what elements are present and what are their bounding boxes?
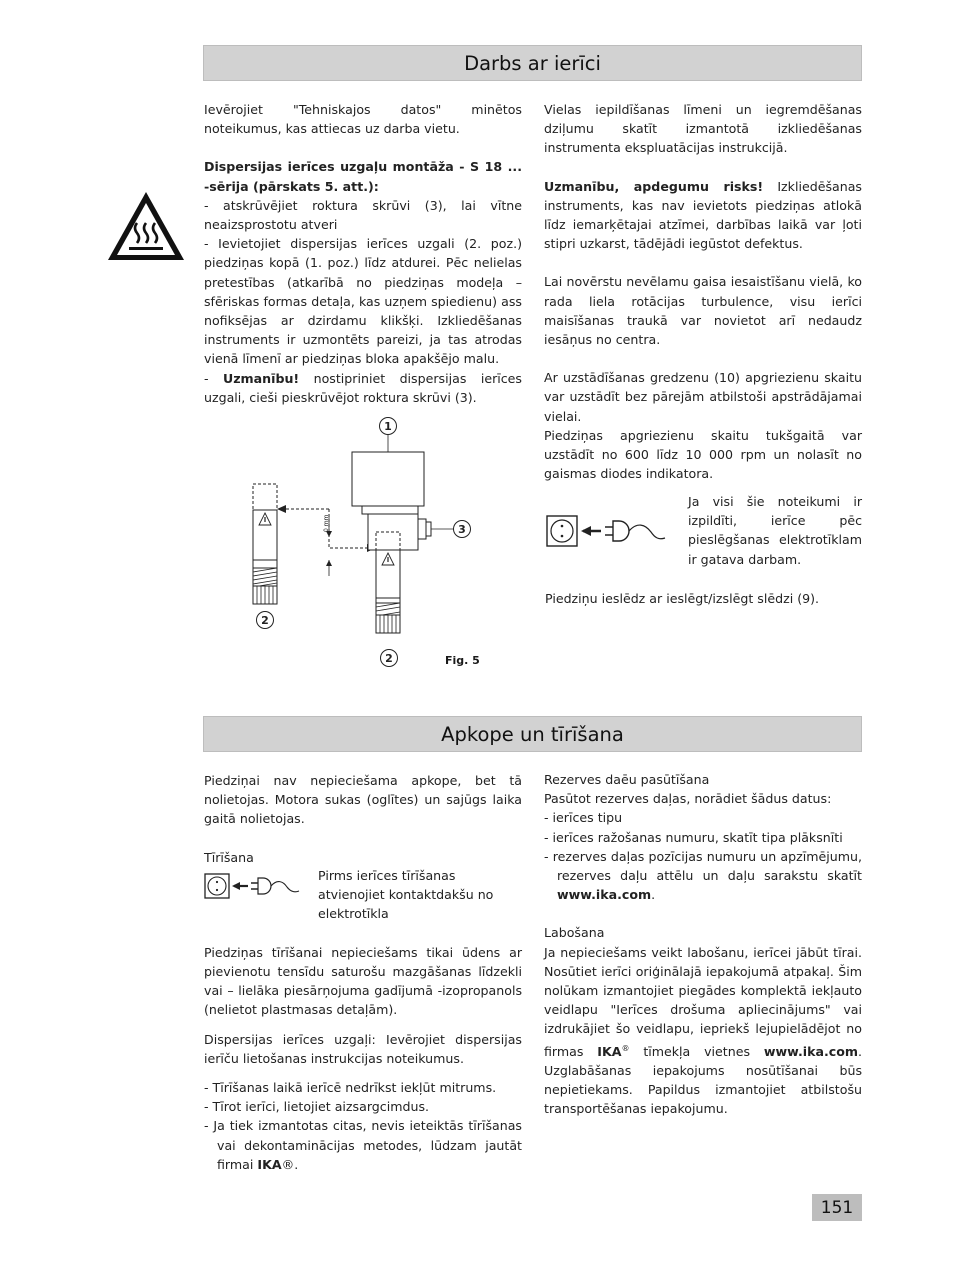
mounting-step-3-text: nostipriniet dispersijas ierīces uzgali, cieši pieskrūvējot roktura skrūvi (3). — [204, 370, 522, 405]
cleaning-agents-note: Piedziņas tīrīšanai nepieciešams tikai ūdens ar pievienotu tensīdu saturošu mazgāšanas līdzekli vai – lielāka piesārņojuma gadījumā -izopropanols (nelietot plastmasas detaļām). — [204, 944, 522, 1018]
attention-label: Uzmanību! — [222, 370, 300, 386]
ika-website-link[interactable]: www.ika.com — [763, 1043, 858, 1059]
mounting-step-2: - Ievietojiet dispersijas ierīces uzgali (2. poz.) piedziņas kopā (1. poz.) līdz atdurei. Pēc nelielas pretestības (atkarībā no piedziņas modeļa – sfēriskas formas detaļa, kas uzņem spiedienu) ass nofiksējas ar dzirdamu klikšķi. Izkliedēšanas instruments ir uzmontēts pareizi, ja tas atrodas vienā līmenī ar piedziņas bloka apakšējo malu. — [204, 236, 522, 367]
zero-mm-label: 0 mm — [323, 514, 330, 532]
fig-label-3: 3 — [458, 523, 466, 536]
cleaning-rule-1: - Tīrīšanas laikā ierīcē nedrīkst iekļūt mitrums. — [204, 1080, 497, 1096]
maintenance-left-column — [204, 771, 522, 1174]
idle-speed-note: Piedziņas apgriezienu skaitu tukšgaitā var uzstādīt no 600 līdz 10 000 rpm un nolasīt no gaismas diodes indikatora. — [544, 427, 862, 482]
brand-name: IKA — [257, 1156, 282, 1172]
fill-level-note: Vielas iepildīšanas līmeni un iegremdēšanas dziļumu skatīt izmantotā izkliedēšanas instrumenta ekspluatācijas instrukcijā. — [544, 102, 862, 156]
repair-heading: Labošana — [544, 925, 605, 941]
power-switch-note: Piedziņu ieslēdz ar ieslēgt/izslēgt slēdzi (9). — [545, 591, 820, 606]
ready-for-operation-note: Ja visi šie noteikumi ir izpildīti, ierīce pēc pieslēgšanas elektrotīklam ir gatava darbam. — [688, 494, 862, 567]
spare-parts-item-3-text: - rezerves daļas pozīcijas numuru un apzīmējumu, rezerves daļu attēlu un daļu sarakstu skatīt — [544, 848, 862, 884]
dispersing-tool-cleaning-note: Dispersijas ierīces uzgaļi: Ievērojiet dispersijas ierīču lietošanas instrukcijas noteikumus. — [204, 1031, 522, 1066]
section-title: Apkope un tīrīšana — [441, 722, 624, 746]
page-number-value: 151 — [820, 1197, 854, 1218]
workplace-note: Ievērojiet "Tehniskajos datos" minētos noteikumus, kas attiecas uz darba vietu. — [204, 102, 522, 137]
spare-parts-item-3 — [544, 847, 862, 905]
page-number — [812, 1194, 862, 1221]
maintenance-right-column — [544, 770, 862, 1119]
fig-label-2b: 2 — [385, 652, 393, 665]
maintenance-intro: Piedziņai nav nepieciešama apkope, bet tā nolietojas. Motora sukas (oglītes) un sajūgs laika gaitā nolietojas. — [204, 773, 522, 827]
dispersing-tool-mounting-diagram — [240, 410, 480, 672]
brand-name: IKA — [597, 1043, 622, 1059]
repair-text-3: . Uzglabāšanas iepakojums nosūtīšanai būs nepietiekams. Papildus izmantojiet atbilstošu transportēšanas iepakojumu. — [544, 1043, 862, 1117]
hot-surface-warning-icon — [106, 190, 186, 262]
burn-risk-label: Uzmanību, apdegumu risks! — [544, 178, 764, 194]
unplug-from-socket-icon — [545, 512, 667, 552]
repair-text-2: tīmekļa vietnes — [629, 1043, 764, 1059]
unplug-before-cleaning-icon — [203, 872, 301, 902]
spare-parts-item-2: - ierīces ražošanas numuru, skatīt tipa plāksnīti — [544, 829, 843, 845]
repair-text-1: Ja nepieciešams veikt labošanu, ierīcei jābūt tīrai. Nosūtiet ierīci oriģinālajā iepakojumā atpakaļ. Šim nolūkam izmantojiet piegādes komplektā iekļauto veidlapu "Ierīces drošuma apliecinājums" vai izdrukājiet šo veidlapu, iepriekš lejupielādējot no firmas — [544, 944, 862, 1059]
mounting-heading: Dispersijas ierīces uzgaļu montāža - S 18 ... -sērija (pārskats 5. att.): — [204, 159, 522, 194]
period: . — [651, 887, 656, 903]
repair-text — [544, 943, 862, 1119]
section-title: Darbs ar ierīci — [464, 51, 601, 75]
speed-ring-note: Ar uzstādīšanas gredzenu (10) apgriezienu skaitu var uzstādīt bez pārejām atbilstoši apstrādājamai vielai. — [544, 370, 862, 424]
spare-parts-item-1: - ierīces tipu — [544, 810, 623, 826]
cleaning-heading: Tīrīšana — [204, 849, 254, 865]
ika-website-link[interactable]: www.ika.com — [557, 887, 652, 903]
work-right-column — [544, 100, 862, 483]
work-left-column — [204, 100, 522, 407]
fig-label-2a: 2 — [261, 614, 269, 627]
mounting-step-3 — [204, 369, 522, 407]
section-header-maintenance — [203, 716, 862, 752]
registered-mark: ®. — [281, 1156, 299, 1172]
cleaning-rule-3-text: - Ja tiek izmantotas citas, nevis ieteiktās tīrīšanas vai dekontaminācijas metodes, lūdzam jautāt firmai — [204, 1118, 522, 1172]
cleaning-rule-3 — [204, 1116, 522, 1174]
bullet-prefix: - — [204, 370, 223, 386]
spare-parts-heading: Rezerves daēu pasūtīšana — [544, 772, 710, 787]
cleaning-rule-2: - Tīrot ierīci, lietojiet aizsargcimdus. — [204, 1099, 430, 1115]
figure-caption: Fig. 5 — [445, 654, 480, 667]
unplug-before-cleaning-note: Pirms ierīces tīrīšanas atvienojiet kontaktdakšu no elektrotīkla — [318, 868, 494, 922]
spare-parts-intro: Pasūtot rezerves daļas, norādiet šādus datus: — [544, 791, 832, 807]
section-header-work — [203, 45, 862, 81]
registered-mark: ® — [621, 1043, 630, 1053]
fig-label-1: 1 — [384, 420, 392, 433]
burn-risk-text: Izkliedēšanas instruments, kas nav ievietots piedziņas atlokā līdz iemarķētajai atzīmei, darbības laikā var ļoti stipri uzkarst, tādējādi iegūstot defektus. — [544, 178, 862, 252]
burn-risk-note — [544, 177, 862, 254]
mounting-step-1: - atskrūvējiet roktura skrūvi (3), lai vītne neaizsprostotu atveri — [204, 197, 522, 233]
air-bubbles-note: Lai novērstu nevēlamu gaisa iesaistīšanu vielā, ko rada liela rotācijas turbulence, visu ierīci maisīšanas traukā var novietot arī nedaudz iesāņus no centra. — [544, 274, 862, 348]
